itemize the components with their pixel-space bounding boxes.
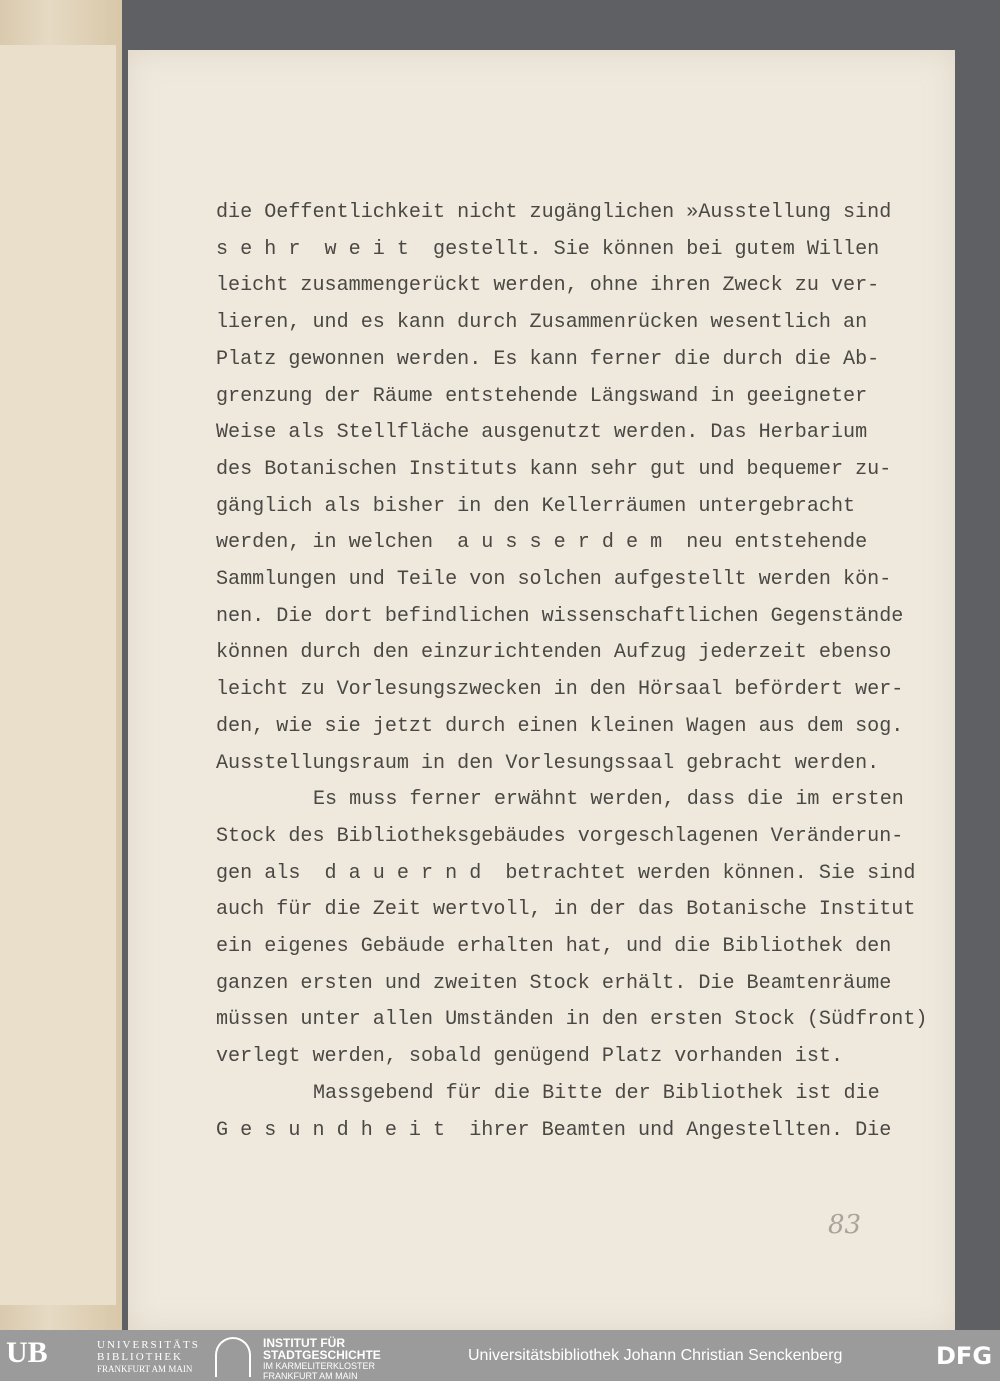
text-line: ganzen ersten und zweiten Stock erhält. Die Beamtenräume [216, 971, 892, 995]
text-line: Platz gewonnen werden. Es kann ferner die durch die Ab- [216, 347, 880, 371]
text-line: des Botanischen Instituts kann sehr gut und bequemer zu- [216, 457, 892, 481]
text-line: gen als d a u e r n d betrachtet werden können. Sie sind [216, 861, 916, 885]
text-line: ein eigenes Gebäude erhalten hat, und die Bibliothek den [216, 935, 892, 958]
inst-line: INSTITUT FÜR [263, 1336, 345, 1350]
text-line: lieren, und es kann durch Zusammenrücken wesentlich an [216, 311, 868, 335]
ub-line: BIBLIOTHEK [97, 1351, 183, 1363]
institut-logo-text [263, 1337, 381, 1381]
text-line: die Oeffentlichkeit nicht zugänglichen »Ausstellung sind [216, 201, 892, 224]
text-line: können durch den einzurichtenden Aufzug jederzeit ebenso [216, 641, 892, 665]
text-line: leicht zusammengerückt werden, ohne ihren Zweck zu ver- [216, 274, 880, 298]
text-line: werden, in welchen a u s s e r d e m neu entstehende [216, 531, 868, 555]
text-line: Weise als Stellfläche ausgenutzt werden. Das Herbarium [216, 421, 868, 445]
inst-line: STADTGESCHICHTE [263, 1348, 381, 1362]
ub-line: FRANKFURT AM MAIN [97, 1364, 193, 1374]
text-line: verlegt werden, sobald genügend Platz vorhanden ist. [216, 1045, 844, 1069]
ub-line: UNIVERSITÄTS [97, 1339, 200, 1351]
inst-line: FRANKFURT AM MAIN [263, 1371, 358, 1381]
text-line: G e s u n d h e i t ihrer Beamten und Angestellten. Die [216, 1118, 892, 1142]
text-line: auch für die Zeit wertvoll, in der das Botanische Institut [216, 898, 916, 922]
text-line: grenzung der Räume entstehende Längswand in geeigneter [216, 384, 868, 408]
text-line: gänglich als bisher in den Kellerräumen untergebracht [216, 494, 856, 518]
text-line: Sammlungen und Teile von solchen aufgestellt werden kön- [216, 568, 892, 591]
dfg-logo[interactable]: DFG [936, 1342, 993, 1370]
ub-logo-text [97, 1339, 200, 1375]
text-line: s e h r w e i t gestellt. Sie können bei gutem Willen [216, 237, 880, 261]
text-line: den, wie sie jetzt durch einen kleinen Wagen aus dem sog. [216, 714, 904, 738]
text-line: nen. Die dort befindlichen wissenschaftlichen Gegenstände [216, 604, 904, 628]
inst-line: IM KARMELITERKLOSTER [263, 1361, 376, 1371]
institut-logo-icon[interactable] [215, 1337, 251, 1377]
text-line: Es muss ferner erwähnt werden, dass die im ersten [313, 788, 904, 812]
library-name[interactable]: Universitätsbibliothek Johann Christian Senckenberg [468, 1347, 843, 1364]
text-line: Ausstellungsraum in den Vorlesungssaal gebracht werden. [216, 751, 880, 775]
page-number: 83 [828, 1210, 862, 1240]
text-line: Massgebend für die Bitte der Bibliothek ist die [313, 1081, 880, 1105]
text-line: müssen unter allen Umständen in den ersten Stock (Südfront) [216, 1008, 928, 1032]
left-page [0, 45, 116, 1305]
text-line: leicht zu Vorlesungszwecken in den Hörsaal befördert wer- [216, 678, 904, 702]
text-line: Stock des Bibliotheksgebäudes vorgeschlagenen Veränderun- [216, 824, 904, 848]
ub-logo[interactable]: UB [6, 1336, 48, 1369]
footer-bar [0, 1330, 1000, 1381]
